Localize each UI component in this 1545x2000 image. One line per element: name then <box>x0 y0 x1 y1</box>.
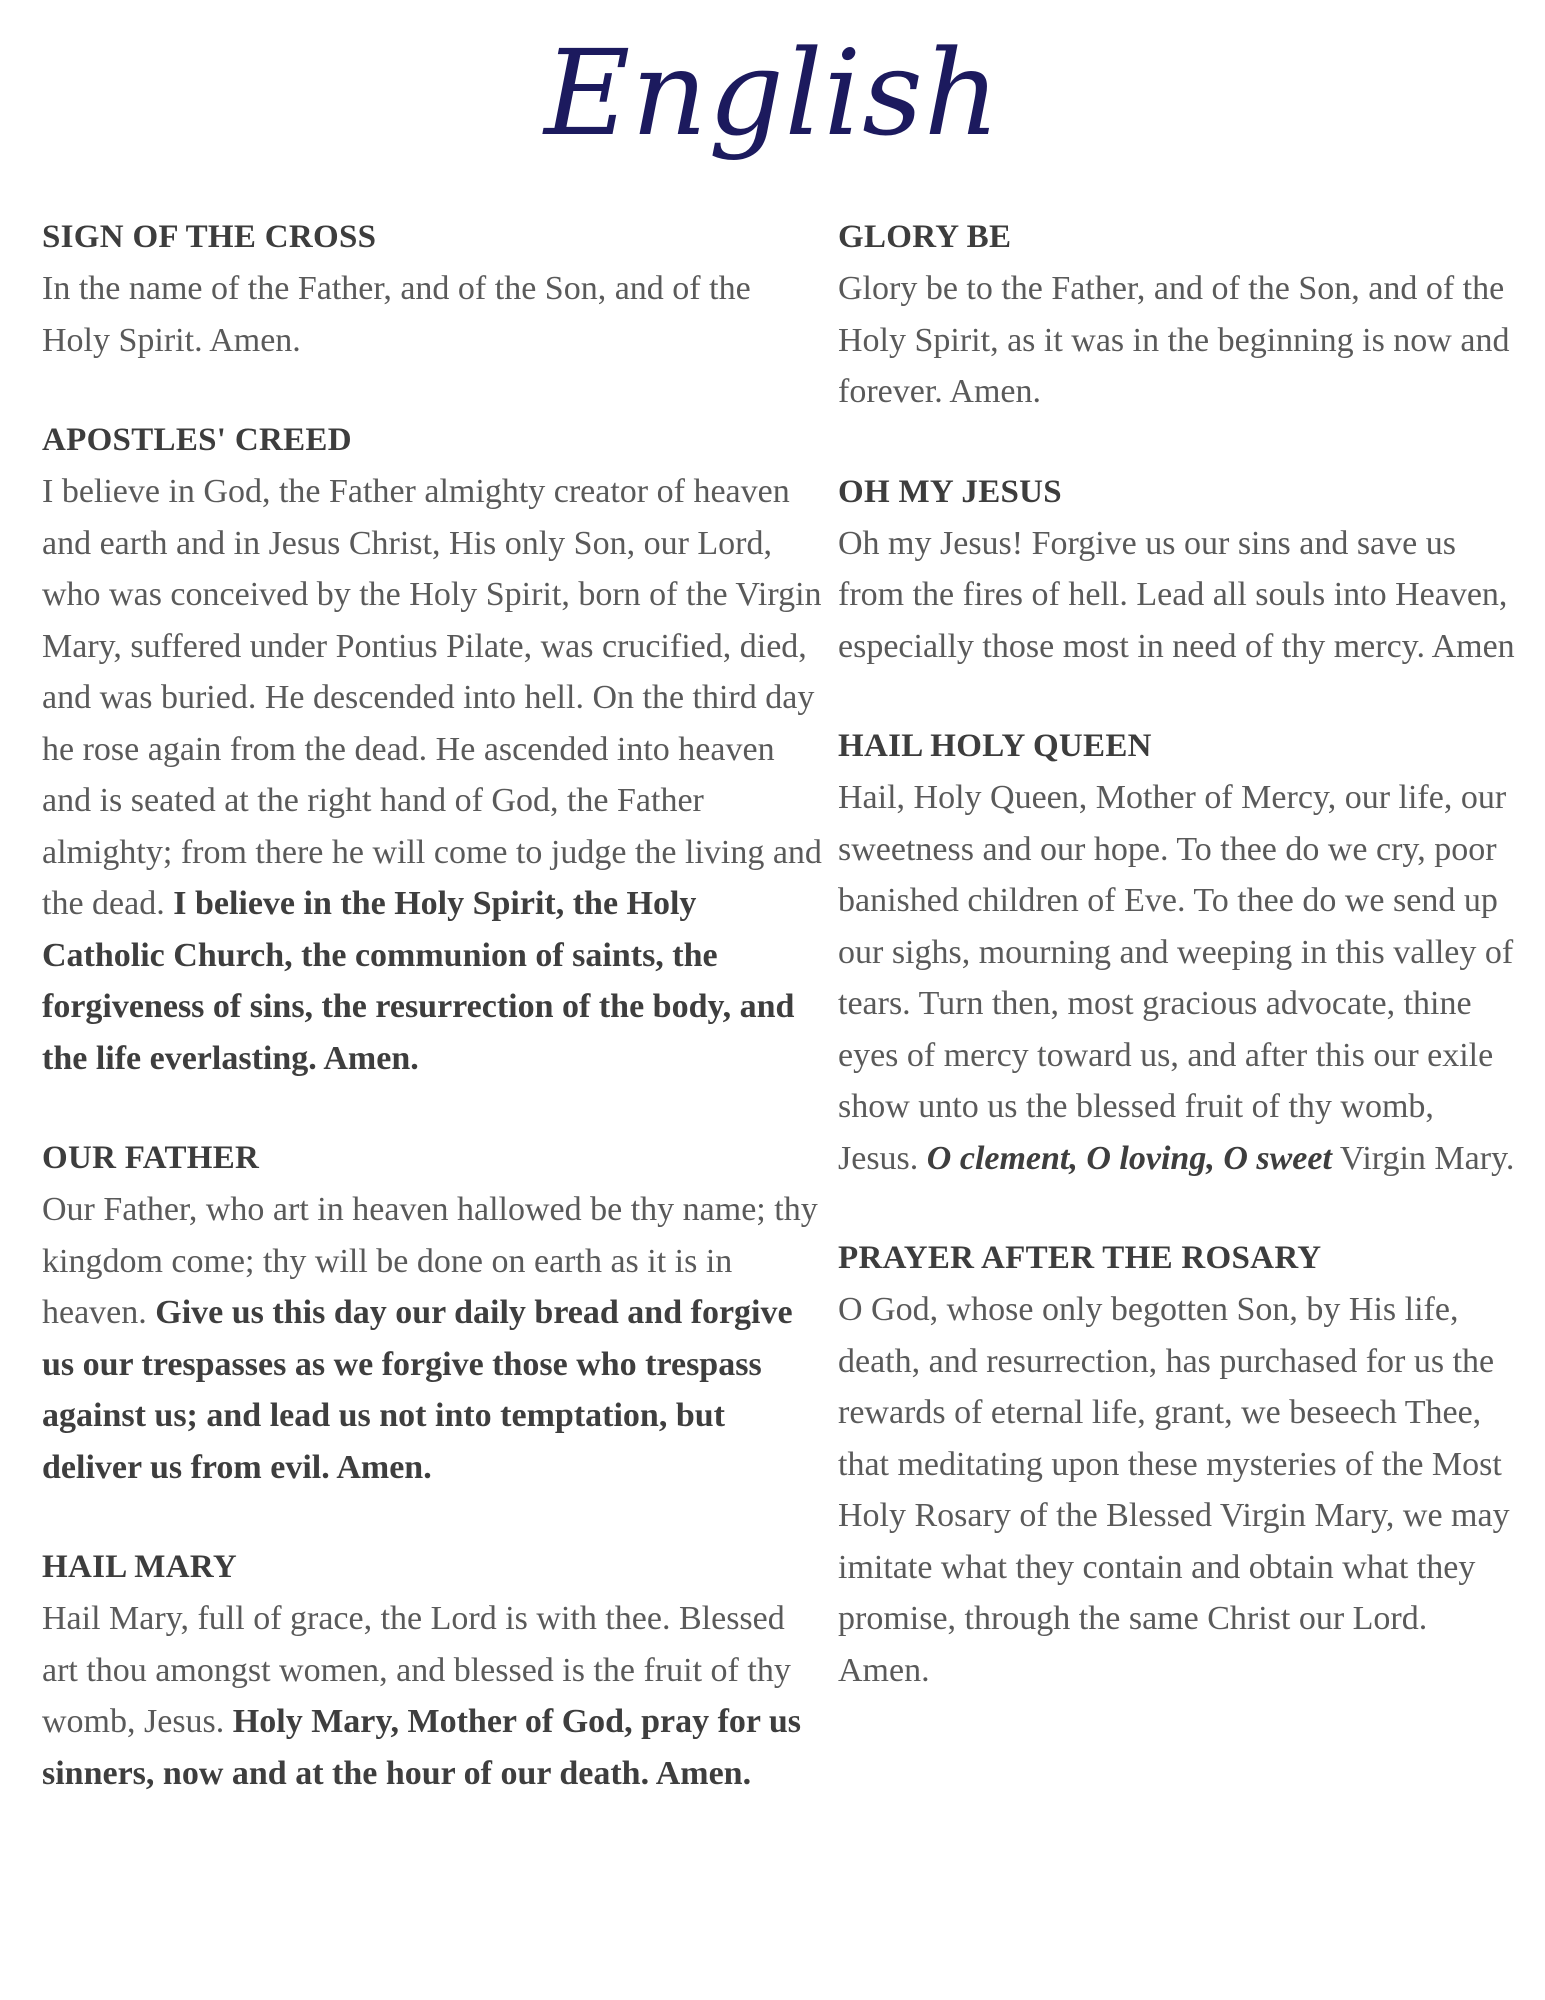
page-title: English <box>544 24 1001 162</box>
prayer-heading: GLORY BE <box>838 219 1012 255</box>
prayer-text <box>42 263 822 366</box>
prayer-heading: HAIL HOLY QUEEN <box>838 728 1152 764</box>
prayer-text <box>838 263 1518 418</box>
prayer-heading: HAIL MARY <box>42 1549 237 1585</box>
prayer-body: Hail Mary, full of grace, the Lord is with thee. Blessed art thou amongst women, and blessed is the fruit of thy womb, Jesus. <box>42 1600 791 1740</box>
prayer-text <box>42 1184 822 1493</box>
right-column <box>838 215 1518 1748</box>
prayer-text <box>838 518 1518 673</box>
prayer-heading: OUR FATHER <box>42 1140 260 1176</box>
prayer-heading: APOSTLES' CREED <box>42 422 352 458</box>
prayer-italic-body: O clement, O loving, O sweet <box>926 1139 1332 1177</box>
prayer-glory-be <box>838 215 1518 418</box>
prayer-oh-my-jesus <box>838 470 1518 673</box>
prayer-hail-holy-queen <box>838 724 1518 1184</box>
prayer-body: In the name of the Father, and of the Son, and of the Holy Spirit. Amen. <box>42 270 751 359</box>
left-column <box>42 215 822 1851</box>
prayer-body: O God, whose only begotten Son, by His life, death, and resurrection, has purchased for us the rewards of eternal life, grant, we beseech Thee, that meditating upon these mysteries of the Most Holy Rosary of the Blessed Virgin Mary, we may imitate what they contain and obtain what they promise, through the same Christ our Lord. Amen. <box>838 1291 1510 1689</box>
prayer-end-body: Virgin Mary. <box>1339 1139 1515 1177</box>
prayer-our-father <box>42 1136 822 1493</box>
prayer-text <box>42 1593 822 1799</box>
prayer-bold-body: Holy Mary, Mother of God, pray for us sinners, now and at the hour of our death. Amen. <box>42 1703 802 1792</box>
prayer-apostles-creed <box>42 418 822 1084</box>
prayer-heading: SIGN OF THE CROSS <box>42 219 377 255</box>
prayer-body: Glory be to the Father, and of the Son, and of the Holy Spirit, as it was in the beginning is now and forever. Amen. <box>838 270 1510 410</box>
prayer-bold-body: Give us this day our daily bread and forgive us our trespasses as we forgive those who trespass against us; and lead us not into temptation, but deliver us from evil. Amen. <box>42 1294 793 1486</box>
prayer-after-the-rosary <box>838 1236 1518 1696</box>
prayer-text <box>42 466 822 1084</box>
prayer-body: Hail, Holy Queen, Mother of Mercy, our life, our sweetness and our hope. To thee do we cry, poor banished children of Eve. To thee do we send up our sighs, mourning and weeping in this valley of tears. Turn then, most gracious advocate, thine eyes of mercy toward us, and after this our exile show unto us the blessed fruit of thy womb, Jesus. <box>838 779 1514 1177</box>
prayer-hail-mary <box>42 1545 822 1799</box>
prayer-body: Oh my Jesus! Forgive us our sins and save us from the fires of hell. Lead all souls into Heaven, especially those most in need of thy mercy. Amen <box>838 524 1515 665</box>
prayer-text <box>838 772 1518 1184</box>
prayer-bold-body: I believe in the Holy Spirit, the Holy Catholic Church, the communion of saints, the forgiveness of sins, the resurrection of the body, and the life everlasting. Amen. <box>42 885 795 1077</box>
prayer-text <box>838 1284 1518 1696</box>
prayer-heading: OH MY JESUS <box>838 473 1062 510</box>
prayer-sign-of-the-cross <box>42 215 822 366</box>
prayer-body: I believe in God, the Father almighty creator of heaven and earth and in Jesus Christ, His only Son, our Lord, who was conceived by the Holy Spirit, born of the Virgin Mary, suffered under Pontius Pilate, was crucified, died, and was buried. He descended into hell. On the third day he rose again from the dead. He ascended into heaven and is seated at the right hand of God, the Father almighty; from there he will come to judge the living and the dead. <box>42 473 822 922</box>
prayer-body: Our Father, who art in heaven hallowed be thy name; thy kingdom come; thy will be done on earth as it is in heaven. <box>42 1191 818 1331</box>
prayer-heading: PRAYER AFTER THE ROSARY <box>838 1240 1322 1276</box>
